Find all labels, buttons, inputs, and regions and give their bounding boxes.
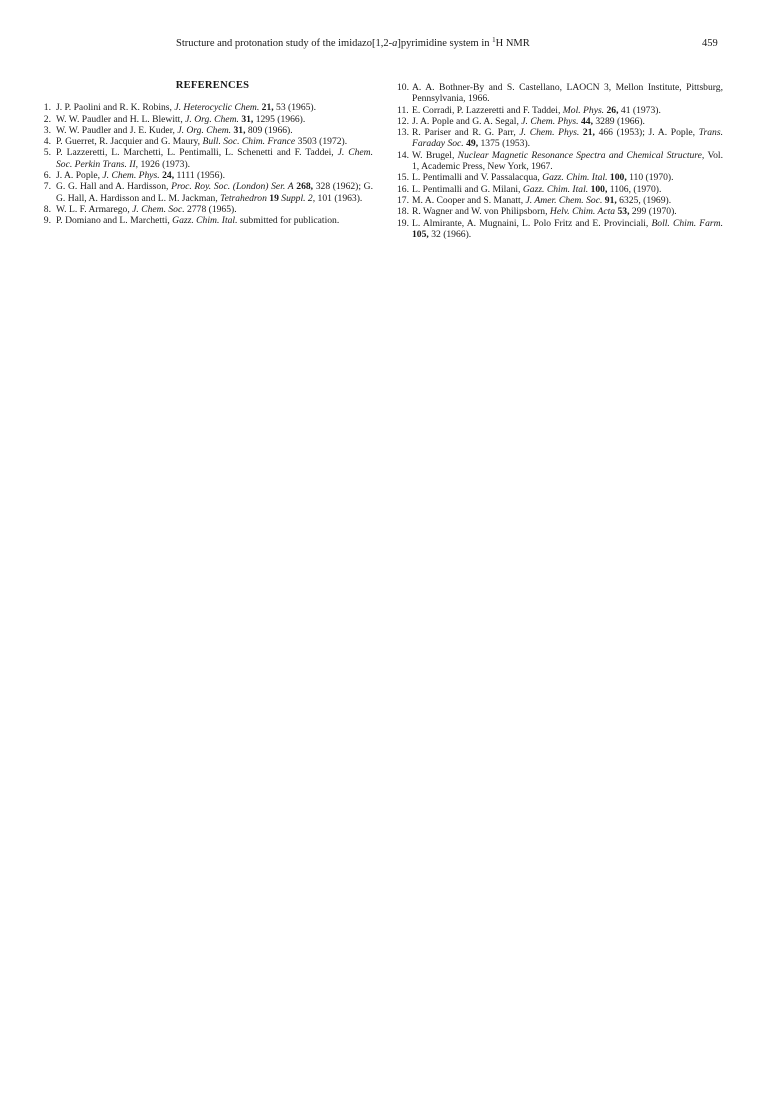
reference-text: 1375 (1953). — [478, 138, 531, 150]
reference-item — [396, 184, 723, 195]
reference-item — [396, 218, 723, 241]
reference-text: Tetrahedron — [220, 192, 267, 204]
reference-text: L. Almirante, A. Mugnaini, L. Polo Fritz and E. Provinciali, — [412, 217, 652, 229]
reference-text: 1106, (1970). — [607, 183, 662, 195]
reference-text: 299 (1970). — [629, 206, 677, 218]
reference-text: J. Org. Chem. — [185, 113, 239, 125]
reference-text: 466 (1953); J. A. Pople, — [594, 127, 699, 139]
reference-item — [396, 150, 723, 173]
reference-text: J. Heterocyclic Chem. — [174, 102, 260, 114]
reference-text: M. A. Cooper and S. Manatt, — [412, 194, 526, 206]
reference-text: P. Domiano and L. Marchetti, — [56, 215, 173, 227]
reference-number: 18. — [397, 206, 409, 218]
reference-text: Gazz. Chim. Ital. — [542, 172, 608, 184]
reference-text: W. W. Paudler and H. L. Blewitt, — [56, 113, 186, 125]
reference-text: 32 (1966). — [428, 228, 472, 240]
reference-text: 24, — [162, 170, 175, 182]
reference-text: Bull. Soc. Chim. France — [202, 136, 296, 148]
reference-text: 1295 (1966). — [253, 113, 306, 125]
reference-text: J. Chem. Phys. — [521, 115, 579, 127]
reference-text: 100, — [609, 172, 627, 184]
reference-text: 44, — [580, 115, 593, 127]
reference-text: Mol. Phys. — [562, 104, 605, 116]
reference-text: 2778 (1965). — [184, 203, 237, 215]
reference-text: R. Wagner and W. von Philipsborn, — [412, 206, 550, 218]
reference-text: J. P. Paolini and R. K. Robins, — [56, 102, 175, 114]
reference-text: Nuclear Magnetic Resonance Spectra and Chemical Structure, — [457, 149, 705, 161]
reference-number: 14. — [397, 149, 409, 161]
reference-text: Helv. Chim. Acta — [549, 206, 616, 218]
reference-item — [43, 170, 373, 182]
reference-item — [43, 102, 373, 114]
reference-text: 110 (1970). — [626, 172, 674, 184]
reference-item — [396, 172, 723, 183]
reference-number: 13. — [397, 127, 409, 139]
reference-number: 16. — [397, 183, 409, 195]
reference-text: 100, — [590, 183, 608, 195]
reference-text: W. Brugel, — [412, 149, 458, 161]
reference-text: 328 (1962); G. G. Hall, A. Hardisson and L. M. Jackman, — [56, 181, 374, 204]
reference-number: 1. — [43, 102, 51, 114]
reference-item — [396, 82, 723, 105]
reference-number: 5. — [43, 147, 51, 159]
references-heading: REFERENCES — [175, 80, 250, 91]
reference-text: L. Pentimalli and V. Passalacqua, — [412, 172, 543, 184]
reference-text: Vol. 1, Academic Press, New York, 1967. — [412, 149, 723, 173]
reference-text: P. Lazzeretti, L. Marchetti, L. Pentimalli, L. Schenetti and F. Taddei, — [56, 147, 338, 159]
reference-number: 3. — [43, 124, 51, 136]
reference-item — [396, 116, 723, 127]
reference-text: 3503 (1972). — [295, 136, 348, 148]
reference-text: G. G. Hall and A. Hardisson, — [56, 181, 172, 193]
reference-list-left — [43, 102, 374, 227]
reference-text: Boll. Chim. Farm. — [651, 217, 723, 229]
reference-item — [43, 113, 373, 125]
reference-item — [43, 124, 373, 136]
page-number: 459 — [702, 38, 718, 49]
references-left-column — [43, 80, 374, 227]
reference-item — [43, 147, 373, 170]
reference-number: 7. — [43, 181, 51, 193]
reference-item — [396, 195, 723, 206]
reference-item — [396, 127, 723, 150]
reference-text: 26, — [606, 104, 619, 116]
reference-text: 53 (1965). — [273, 102, 317, 114]
reference-number: 10. — [397, 82, 409, 93]
reference-text: 31, — [233, 124, 246, 136]
reference-text: J. Chem. Soc. — [132, 203, 185, 215]
reference-text: J. Chem. Phys. — [102, 170, 160, 182]
reference-item — [396, 206, 723, 217]
reference-text: J. A. Pople, — [56, 170, 103, 182]
reference-list-right — [396, 82, 723, 240]
reference-text: 105, — [412, 228, 429, 240]
reference-number: 6. — [43, 170, 51, 182]
reference-text: W. W. Paudler and J. E. Kuder, — [56, 124, 178, 136]
reference-text: 53, — [617, 206, 630, 218]
reference-text: 101 (1963). — [315, 192, 363, 204]
reference-number: 9. — [43, 215, 51, 227]
reference-number: 19. — [397, 217, 409, 229]
reference-number: 2. — [43, 113, 51, 125]
reference-number: 8. — [43, 203, 51, 215]
reference-item — [43, 181, 374, 204]
reference-number: 4. — [43, 136, 51, 148]
reference-text: 268, — [296, 181, 314, 193]
reference-text: 1111 (1956). — [174, 170, 225, 182]
reference-item — [43, 203, 373, 215]
reference-text: J. Amer. Chem. Soc. — [525, 194, 603, 206]
reference-text: submitted for publication. — [237, 215, 340, 227]
reference-text: J. Chem. Phys. — [519, 127, 580, 139]
reference-text: 3289 (1966). — [592, 115, 645, 127]
reference-item — [43, 215, 373, 227]
reference-text: 41 (1973). — [618, 104, 661, 116]
running-title: Structure and protonation study of the imidazo[1,2-a]pyrimidine system in $^1$H NMR — [176, 36, 530, 49]
reference-text: A. A. Bothner-By and S. Castellano, LAOCN 3, Mellon Institute, Pittsburg, Pennsylvania, 1966. — [412, 82, 723, 105]
reference-text: 6325, (1969). — [616, 194, 672, 206]
reference-text: W. L. F. Armarego, — [56, 203, 133, 215]
reference-text: L. Pentimalli and G. Milani, — [412, 183, 523, 195]
reference-text: P. Guerret, R. Jacquier and G. Maury, — [56, 136, 203, 148]
reference-number: 15. — [397, 172, 409, 184]
reference-item — [43, 136, 373, 148]
reference-text: Trans. Faraday Soc. — [412, 127, 723, 150]
reference-text: 21, — [582, 127, 595, 139]
reference-text: E. Corradi, P. Lazzeretti and F. Taddei, — [412, 104, 563, 116]
reference-text: J. A. Pople and G. A. Segal, — [412, 115, 522, 127]
reference-text: 809 (1966). — [245, 124, 293, 136]
reference-number: 17. — [397, 194, 409, 206]
reference-text: Gazz. Chim. Ital. — [172, 215, 238, 227]
reference-number: 11. — [397, 104, 409, 116]
reference-text: Gazz. Chim. Ital. — [522, 183, 589, 195]
references-right-column — [396, 82, 723, 240]
reference-text: 1926 (1973). — [138, 158, 191, 170]
reference-text: J. Org. Chem. — [177, 124, 232, 136]
reference-text: 21, — [261, 102, 274, 114]
reference-text: 19 — [269, 192, 279, 204]
reference-text: R. Pariser and R. G. Parr, — [412, 127, 520, 139]
reference-number: 12. — [397, 115, 409, 127]
reference-text: 91, — [604, 194, 617, 206]
reference-text: Suppl. 2, — [281, 192, 316, 204]
reference-item — [396, 105, 723, 116]
reference-text: J. Chem. Soc. Perkin Trans. II, — [56, 147, 373, 170]
reference-text: 49, — [466, 138, 479, 150]
reference-text: Proc. Roy. Soc. (London) Ser. A — [171, 181, 294, 193]
reference-text: 31, — [241, 113, 254, 125]
